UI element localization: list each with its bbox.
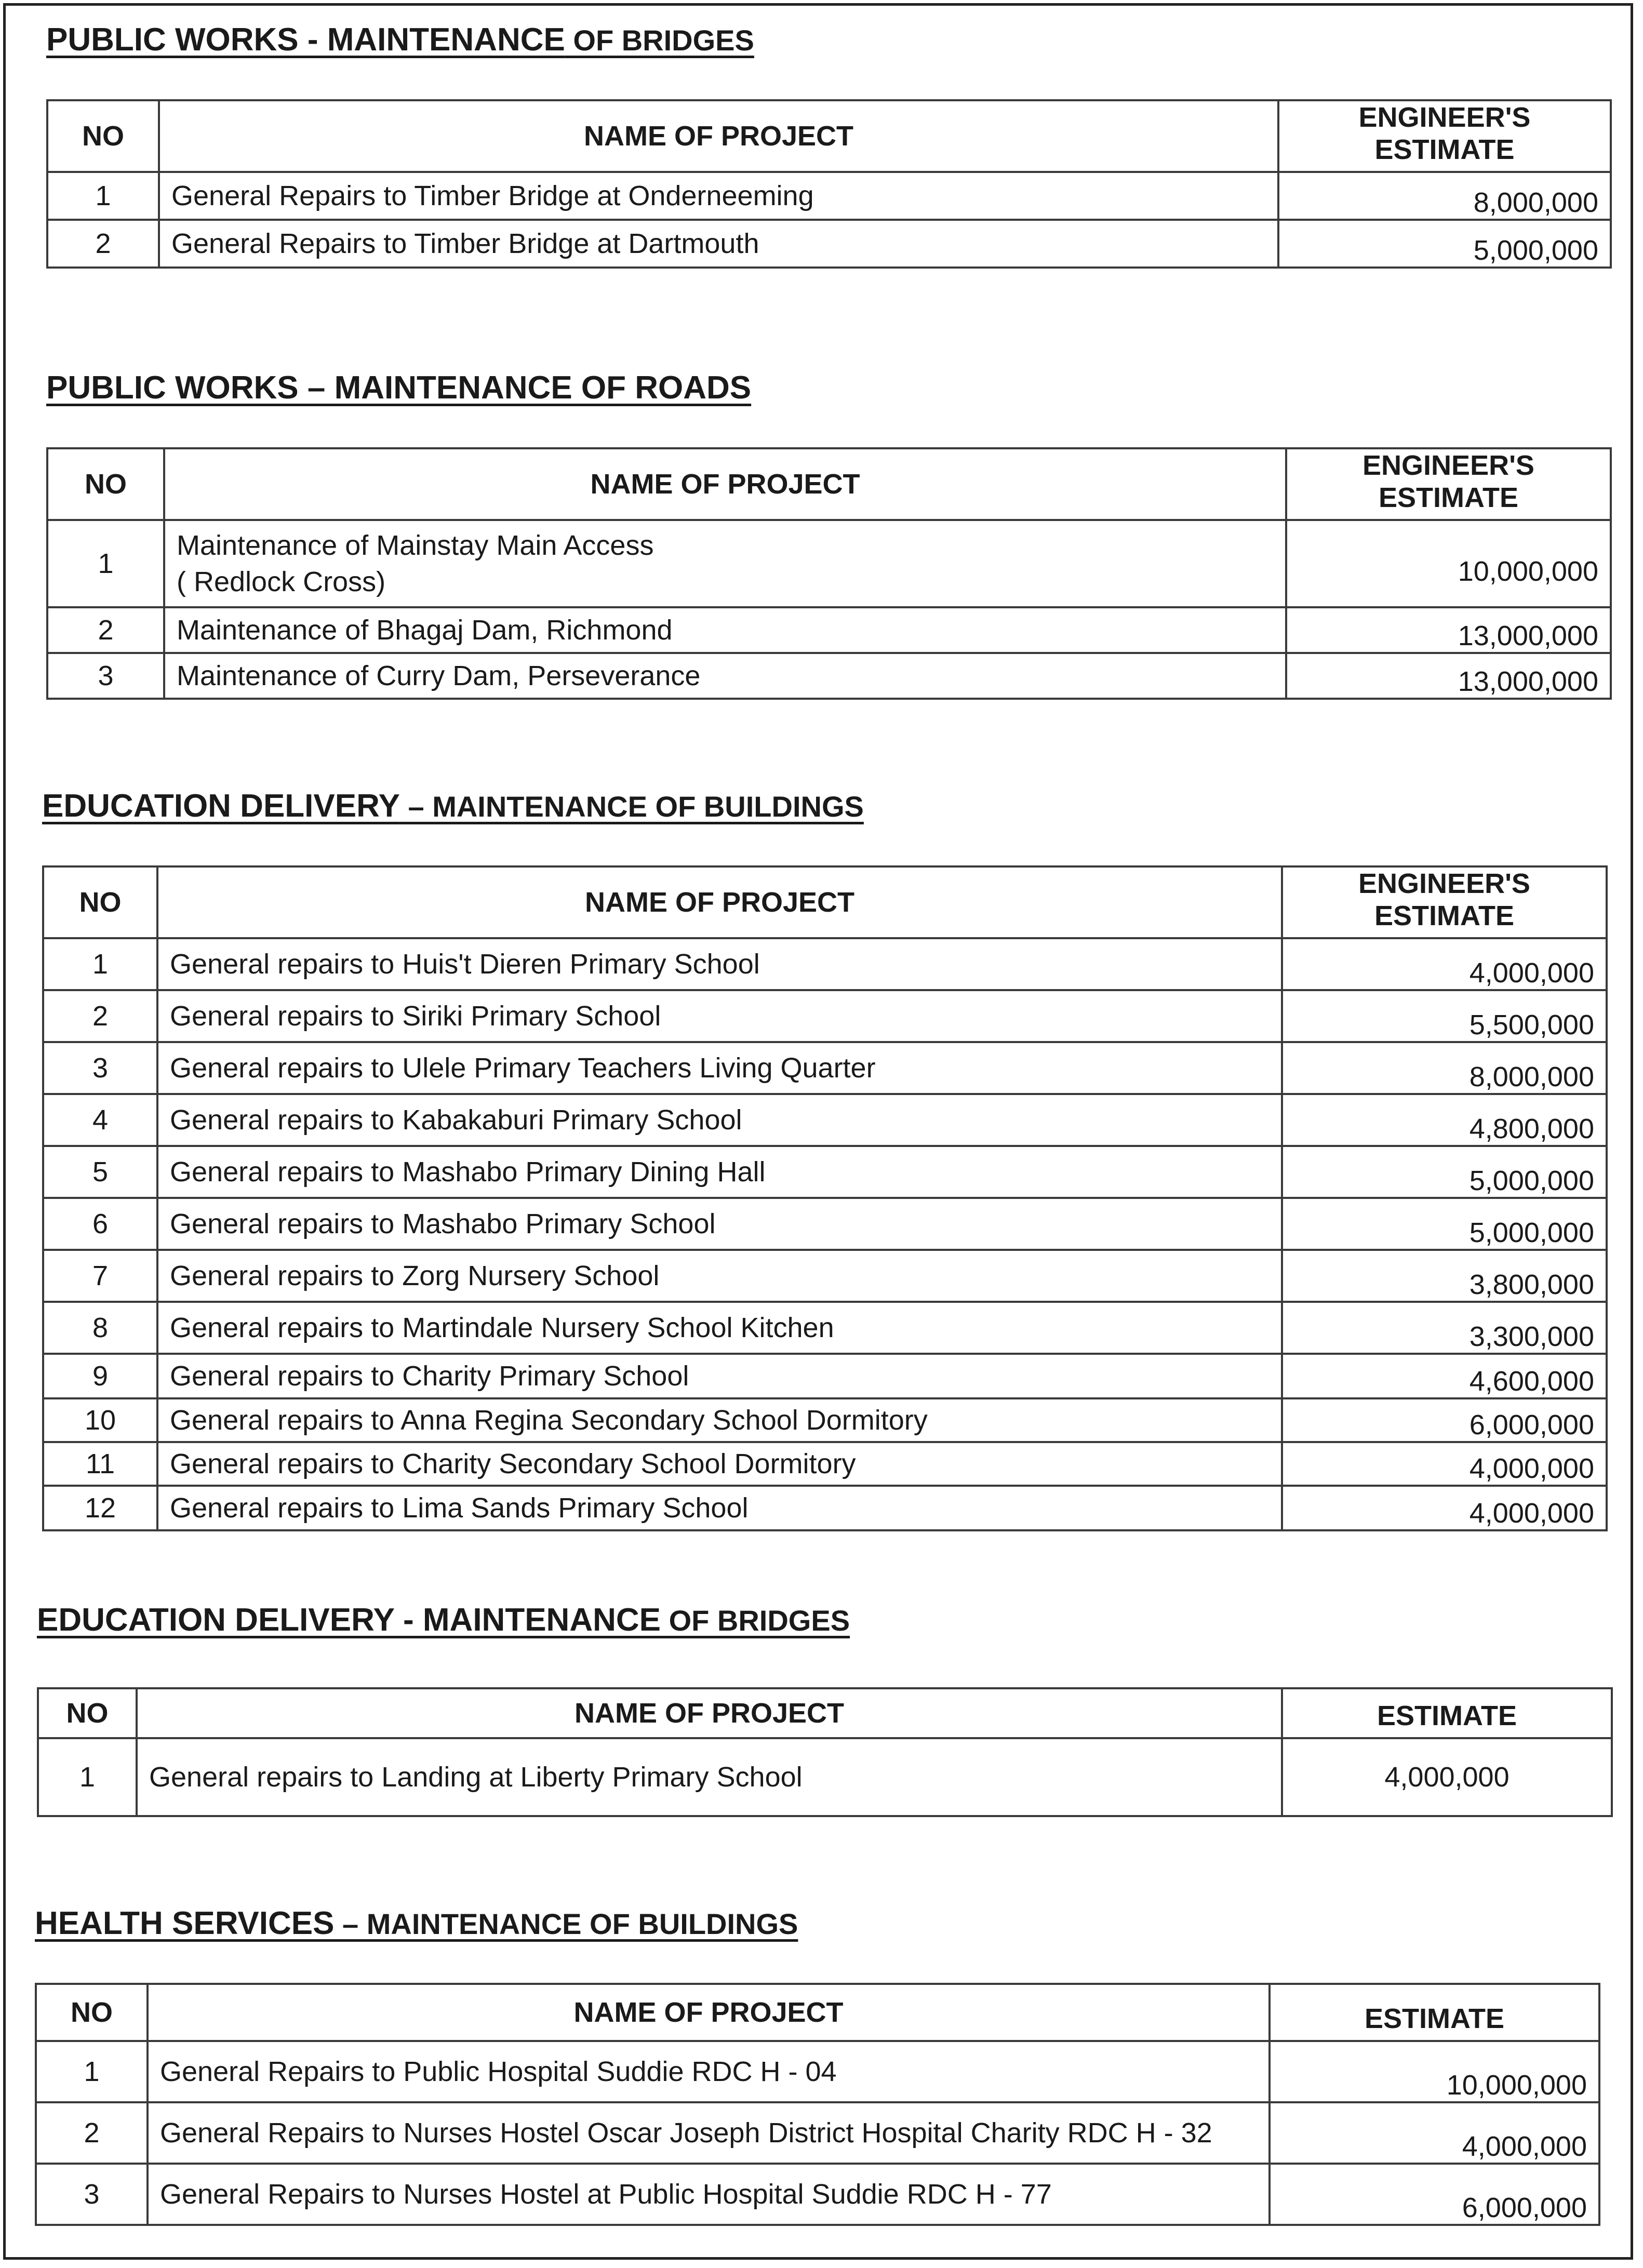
row-no: 2 [47,607,164,653]
row-project-name: General repairs to Charity Primary School [157,1354,1282,1398]
projects-table [35,1983,1600,2226]
section-title: PUBLIC WORKS – MAINTENANCE OF ROADS [46,370,752,406]
col-header-estimate: ESTIMATE [1282,1688,1612,1738]
col-header-no: NO [36,1984,148,2041]
section-title: PUBLIC WORKS - MAINTENANCE OF BRIDGES [46,22,754,58]
row-no: 3 [36,2164,148,2225]
table-row [43,938,1607,990]
row-no: 1 [47,520,164,607]
row-estimate: 6,000,000 [1270,2164,1599,2225]
col-header-estimate: ESTIMATE [1270,1984,1599,2041]
col-header-no: NO [38,1688,137,1738]
row-project-name: General repairs to Huis't Dieren Primary School [157,938,1282,990]
row-project-name: General repairs to Martindale Nursery School Kitchen [157,1302,1282,1354]
section-title: EDUCATION DELIVERY - MAINTENANCE OF BRIDGES [37,1602,850,1638]
row-estimate: 4,000,000 [1282,1442,1607,1486]
row-estimate: 10,000,000 [1286,520,1611,607]
row-estimate: 8,000,000 [1278,172,1611,220]
table-header-row [38,1688,1612,1738]
row-project-name: General Repairs to Nurses Hostel at Public Hospital Suddie RDC H - 77 [148,2164,1270,2225]
row-no: 2 [43,990,157,1042]
row-no: 3 [43,1042,157,1094]
col-header-name: NAME OF PROJECT [148,1984,1270,2041]
section-title: HEALTH SERVICES – MAINTENANCE OF BUILDINGS [35,1905,798,1941]
row-project-name: General repairs to Charity Secondary School Dormitory [157,1442,1282,1486]
project-name-line-2: ( Redlock Cross) [177,566,386,597]
row-project-name: Maintenance of Bhagaj Dam, Richmond [164,607,1286,653]
row-project-name: General repairs to Kabakaburi Primary School [157,1094,1282,1146]
projects-table [46,99,1612,269]
row-no: 11 [43,1442,157,1486]
table-row [43,1354,1607,1398]
row-no: 1 [38,1738,137,1816]
section-title: EDUCATION DELIVERY – MAINTENANCE OF BUILDINGS [42,788,864,824]
table-row [38,1738,1612,1816]
table-row [43,1198,1607,1250]
row-project-name: General Repairs to Timber Bridge at Dartmouth [159,220,1278,268]
table-row [43,990,1607,1042]
row-project-name: General repairs to Zorg Nursery School [157,1250,1282,1302]
col-header-no: NO [43,866,157,938]
table-header-row [47,100,1611,172]
row-no: 3 [47,653,164,699]
row-project-name: General repairs to Anna Regina Secondary School Dormitory [157,1398,1282,1442]
table-header-row [36,1984,1599,2041]
table-row [47,607,1611,653]
row-no: 1 [36,2041,148,2102]
row-estimate: 4,000,000 [1282,1486,1607,1530]
row-estimate: 13,000,000 [1286,653,1611,699]
table-row [43,1442,1607,1486]
table-row [47,653,1611,699]
row-no: 2 [36,2102,148,2164]
col-header-no: NO [47,448,164,520]
col-header-estimate: ENGINEER'S ESTIMATE [1282,866,1607,938]
row-no: 6 [43,1198,157,1250]
row-estimate: 4,600,000 [1282,1354,1607,1398]
row-estimate: 4,800,000 [1282,1094,1607,1146]
row-project-name [164,520,1286,607]
row-project-name: General Repairs to Timber Bridge at Onderneeming [159,172,1278,220]
col-header-name: NAME OF PROJECT [157,866,1282,938]
table-row [36,2102,1599,2164]
col-header-name: NAME OF PROJECT [137,1688,1282,1738]
row-project-name: General repairs to Lima Sands Primary School [157,1486,1282,1530]
row-estimate: 6,000,000 [1282,1398,1607,1442]
row-estimate: 5,000,000 [1282,1198,1607,1250]
table-row [43,1146,1607,1198]
table-header-row [43,866,1607,938]
row-estimate: 4,000,000 [1270,2102,1599,2164]
table-row [47,220,1611,268]
row-no: 12 [43,1486,157,1530]
row-no: 4 [43,1094,157,1146]
table-row [36,2164,1599,2225]
col-header-no: NO [47,100,159,172]
row-estimate: 10,000,000 [1270,2041,1599,2102]
project-name-line-1: Maintenance of Mainstay Main Access [177,529,654,561]
row-no: 9 [43,1354,157,1398]
row-estimate: 13,000,000 [1286,607,1611,653]
table-row [43,1398,1607,1442]
table-row [43,1486,1607,1530]
document-page [3,3,1633,2260]
row-project-name: General repairs to Mashabo Primary School [157,1198,1282,1250]
table-row [43,1042,1607,1094]
row-no: 1 [47,172,159,220]
table-row [43,1302,1607,1354]
table-row [43,1250,1607,1302]
table-header-row [47,448,1611,520]
row-no: 10 [43,1398,157,1442]
table-row [43,1094,1607,1146]
row-no: 1 [43,938,157,990]
row-no: 7 [43,1250,157,1302]
row-estimate: 5,000,000 [1278,220,1611,268]
row-estimate: 5,500,000 [1282,990,1607,1042]
projects-table [37,1687,1613,1817]
row-no: 2 [47,220,159,268]
table-row [36,2041,1599,2102]
row-no: 5 [43,1146,157,1198]
row-project-name: General repairs to Landing at Liberty Primary School [137,1738,1282,1816]
row-estimate: 5,000,000 [1282,1146,1607,1198]
table-row [47,172,1611,220]
row-project-name: Maintenance of Curry Dam, Perseverance [164,653,1286,699]
col-header-estimate: ENGINEER'S ESTIMATE [1286,448,1611,520]
table-row [47,520,1611,607]
row-project-name: General repairs to Siriki Primary School [157,990,1282,1042]
projects-table [46,447,1612,700]
row-project-name: General repairs to Ulele Primary Teachers Living Quarter [157,1042,1282,1094]
row-estimate: 4,000,000 [1282,938,1607,990]
row-project-name: General Repairs to Public Hospital Suddie RDC H - 04 [148,2041,1270,2102]
row-estimate: 3,800,000 [1282,1250,1607,1302]
row-project-name: General Repairs to Nurses Hostel Oscar Joseph District Hospital Charity RDC H - 32 [148,2102,1270,2164]
row-estimate: 4,000,000 [1282,1738,1612,1816]
col-header-name: NAME OF PROJECT [164,448,1286,520]
row-estimate: 8,000,000 [1282,1042,1607,1094]
row-no: 8 [43,1302,157,1354]
col-header-estimate: ENGINEER'S ESTIMATE [1278,100,1611,172]
row-estimate: 3,300,000 [1282,1302,1607,1354]
row-project-name: General repairs to Mashabo Primary Dining Hall [157,1146,1282,1198]
col-header-name: NAME OF PROJECT [159,100,1278,172]
projects-table [42,865,1608,1531]
